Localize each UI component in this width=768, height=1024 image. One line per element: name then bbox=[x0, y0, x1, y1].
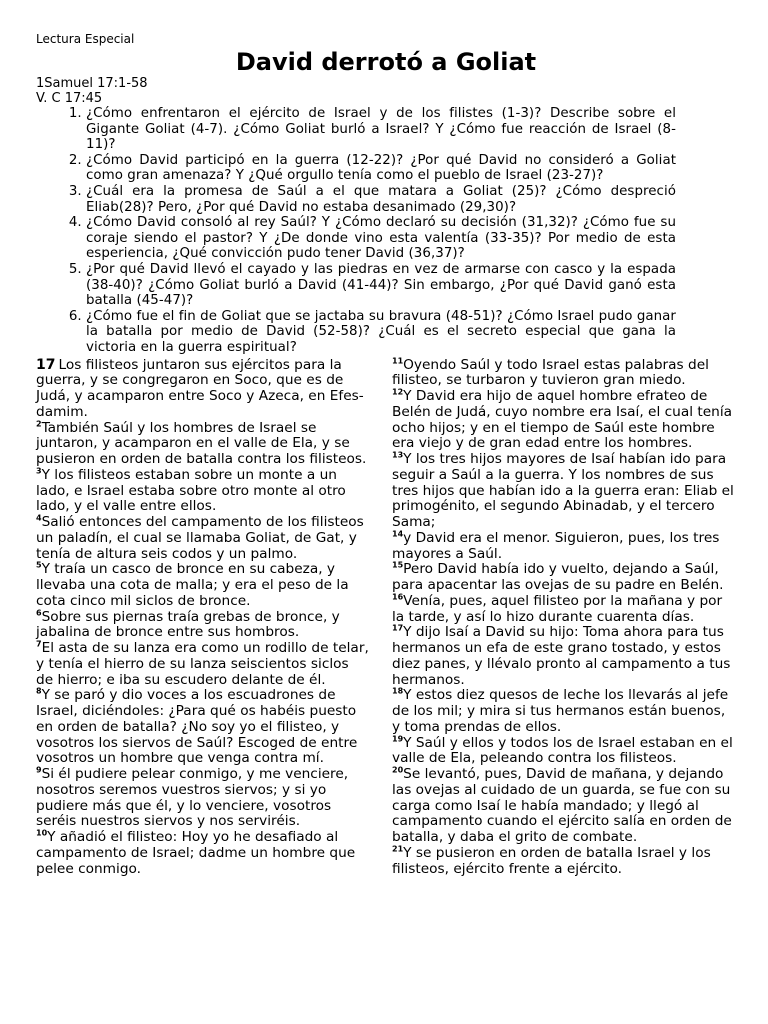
question-list bbox=[36, 106, 676, 356]
verse-text: Y añadió el filisteo: Hoy yo he desafiado al campamento de Israel; dadme un hombre que pelee conmigo. bbox=[36, 829, 356, 877]
verse-text: Pero David había ido y vuelto, dejando a Saúl, para apacentar las ovejas de su padre en Belén. bbox=[392, 561, 724, 593]
verse bbox=[36, 515, 370, 562]
verse bbox=[392, 846, 736, 878]
verse-1 bbox=[36, 358, 370, 421]
verse-number: 16 bbox=[392, 592, 404, 602]
header-label: Lectura Especial bbox=[36, 32, 135, 46]
verse bbox=[392, 562, 736, 594]
verse-number: 3 bbox=[36, 466, 42, 476]
verse-number: 17 bbox=[392, 623, 404, 633]
verse-text: y David era el menor. Siguieron, pues, los tres mayores a Saúl. bbox=[392, 529, 720, 562]
verse-number: 19 bbox=[392, 733, 404, 743]
verse-number: 12 bbox=[392, 387, 404, 397]
verse-number: 18 bbox=[392, 686, 404, 696]
verse-text: Y Saúl y ellos y todos los de Israel estaban en el valle de Ela, peleando contra los filisteos. bbox=[392, 734, 733, 767]
page-title: David derrotó a Goliat bbox=[235, 48, 537, 76]
verse-number: 8 bbox=[36, 686, 42, 696]
question-item: 2. ¿Cómo David participó en la guerra (12-22)? ¿Por qué David no consideró a Goliat como gran amenaza? Y ¿Qué orgullo tenía como el pueblo de Israel (23-27)? bbox=[86, 153, 676, 184]
verse-number: 20 bbox=[392, 765, 404, 775]
verse-text: Salió entonces del campamento de los filisteos un paladín, el cual se llamaba Goliat, de Gat, y tenía de altura seis codos y un palmo. bbox=[36, 514, 364, 562]
verse bbox=[36, 688, 370, 767]
verse bbox=[392, 355, 736, 390]
verse-text: Y se paró y dio voces a los escuadrones de Israel, diciéndoles: ¿Para qué os habéis puesto en orden de batalla? ¿No soy yo el filisteo, y vosotros los siervos de Saúl? Escoged de entre vosotros un hombre que venga contra mí. bbox=[36, 687, 358, 767]
verse bbox=[36, 641, 370, 688]
verse bbox=[392, 531, 736, 563]
verse bbox=[392, 733, 736, 768]
verse-number: 4 bbox=[36, 513, 42, 523]
verse-number: 5 bbox=[36, 560, 42, 570]
verse-text: Venía, pues, aquel filisteo por la mañana y por la tarde, y así lo hizo durante cuarenta días. bbox=[392, 592, 723, 625]
key-verse-reference: V. C 17:45 bbox=[36, 91, 103, 106]
verse bbox=[392, 625, 736, 688]
question-item: 5. ¿Por qué David llevó el cayado y las piedras en vez de armarse con casco y la espada (38-40)? ¿Cómo Goliat burló a David (41-44)? Sin embargo, ¿Por qué David ganó esta batalla (45-47)? bbox=[86, 262, 676, 309]
verse-text: Sobre sus piernas traía grebas de bronce, y jabalina de bronce entre sus hombros. bbox=[36, 608, 340, 641]
left-column bbox=[36, 358, 370, 878]
verse bbox=[392, 452, 736, 531]
verse bbox=[36, 418, 370, 468]
verse-number: 6 bbox=[36, 607, 42, 617]
verse-number: 9 bbox=[36, 765, 42, 775]
right-column bbox=[392, 355, 736, 878]
verse-text: Y traía un casco de bronce en su cabeza, y llevaba una cota de malla; y era el peso de la cota cinco mil siclos de bronce. bbox=[36, 561, 349, 609]
question-item: 6. ¿Cómo fue el fin de Goliat que se jactaba su bravura (48-51)? ¿Cómo Israel pudo ganar la batalla por medio de David (52-58)? ¿Cuál es el secreto especial que gana la victoria en la guerra espiritual? bbox=[86, 309, 676, 356]
verse-text: Se levantó, pues, David de mañana, y dejando las ovejas al cuidado de un guarda, se fue con su carga como Isaí le había mandado; y llegó al campamento cuando el ejército salía en orden de batalla, y daba el grito de combate. bbox=[392, 766, 732, 845]
question-item: 1. ¿Cómo enfrentaron el ejército de Israel y de los filistes (1-3)? Describe sobre el Gigante Goliat (4-7). ¿Cómo Goliat burló a Israel? Y ¿Cómo fue reacción de Israel (8-11)? bbox=[86, 106, 676, 153]
verse bbox=[36, 767, 370, 830]
verse-text: Los filisteos juntaron sus ejércitos para la guerra, y se congregaron en Soco, que es de Judá, y acamparon entre Soco y Azeca, en Efes-damim. bbox=[36, 356, 364, 420]
verse-text: Y los filisteos estaban sobre un monte a un lado, e Israel estaba sobre otro monte al otro lado, y el valle entre ellos. bbox=[36, 466, 346, 515]
verse-number: 21 bbox=[392, 844, 404, 854]
scripture-reference: 1Samuel 17:1-58 bbox=[36, 76, 148, 91]
question-item: 4. ¿Cómo David consoló al rey Saúl? Y ¿Cómo declaró su decisión (31,32)? ¿Cómo fue su coraje siendo el pastor? Y ¿De donde vino esta valentía (33-35)? Por medio de esta esperiencia, ¿Qué convicción pudo tener David (36,37)? bbox=[86, 215, 676, 262]
verse bbox=[392, 688, 736, 735]
verse bbox=[36, 562, 370, 609]
verse bbox=[392, 389, 736, 452]
verse-number: 14 bbox=[392, 529, 404, 539]
verse-text: Si él pudiere pelear conmigo, y me venciere, nosotros seremos vuestros siervos; y si yo pudiere más que él, y lo venciere, vosotros seréis nuestros siervos y nos serviréis. bbox=[36, 766, 349, 830]
verse-number: 13 bbox=[392, 450, 404, 460]
verse bbox=[36, 830, 370, 877]
question-item: 3. ¿Cuál era la promesa de Saúl a el que matara a Goliat (25)? ¿Cómo despreció Eliab(28)? Pero, ¿Por qué David no estaba desanimado (29,30)? bbox=[86, 184, 676, 215]
verse-number: 2 bbox=[36, 418, 42, 428]
verse bbox=[392, 594, 736, 626]
verse-number: 15 bbox=[392, 560, 404, 570]
verse bbox=[36, 468, 370, 515]
verse-number: 10 bbox=[36, 828, 48, 838]
verse-text: Y dijo Isaí a David su hijo: Toma ahora para tus hermanos un efa de este grano tostado, y estos diez panes, y llévalo pronto al campamento a tus hermanos. bbox=[392, 624, 731, 688]
verse-text: El asta de su lanza era como un rodillo de telar, y tenía el hierro de su lanza seiscientos siclos de hierro; e iba su escudero delante de él. bbox=[36, 640, 369, 688]
verse-text: Oyendo Saúl y todo Israel estas palabras del filisteo, se turbaron y tuvieron gran miedo. bbox=[392, 356, 709, 389]
verse-text: Y David era hijo de aquel hombre efrateo de Belén de Judá, cuyo nombre era Isaí, el cual tenía ocho hijos; y en el tiempo de Saúl este hombre era viejo y de gran edad entre los hombres. bbox=[392, 388, 733, 452]
chapter-number: 17 bbox=[36, 356, 56, 373]
verse-text: También Saúl y los hombres de Israel se juntaron, y acamparon en el valle de Ela, y se pusieron en orden de batalla contra los filisteos. bbox=[36, 419, 367, 467]
document-page bbox=[36, 32, 736, 877]
verse-text: Y estos diez quesos de leche los llevarás al jefe de los mil; y mira si tus hermanos están buenos, y toma prendas de ellos. bbox=[392, 687, 729, 735]
verse-text: Y se pusieron en orden de batalla Israel y los filisteos, ejército frente a ejército. bbox=[392, 844, 711, 877]
verse bbox=[36, 607, 370, 642]
verse bbox=[392, 767, 736, 846]
verse-number: 7 bbox=[36, 639, 42, 649]
verse-text: Y los tres hijos mayores de Isaí habían ido para seguir a Saúl a la guerra. Y los nombres de sus tres hijos que habían ido a la guerra eran: Eliab el primogénito, el segundo Abinadab, y el tercero Sama; bbox=[392, 451, 734, 530]
verse-number: 11 bbox=[392, 355, 404, 365]
